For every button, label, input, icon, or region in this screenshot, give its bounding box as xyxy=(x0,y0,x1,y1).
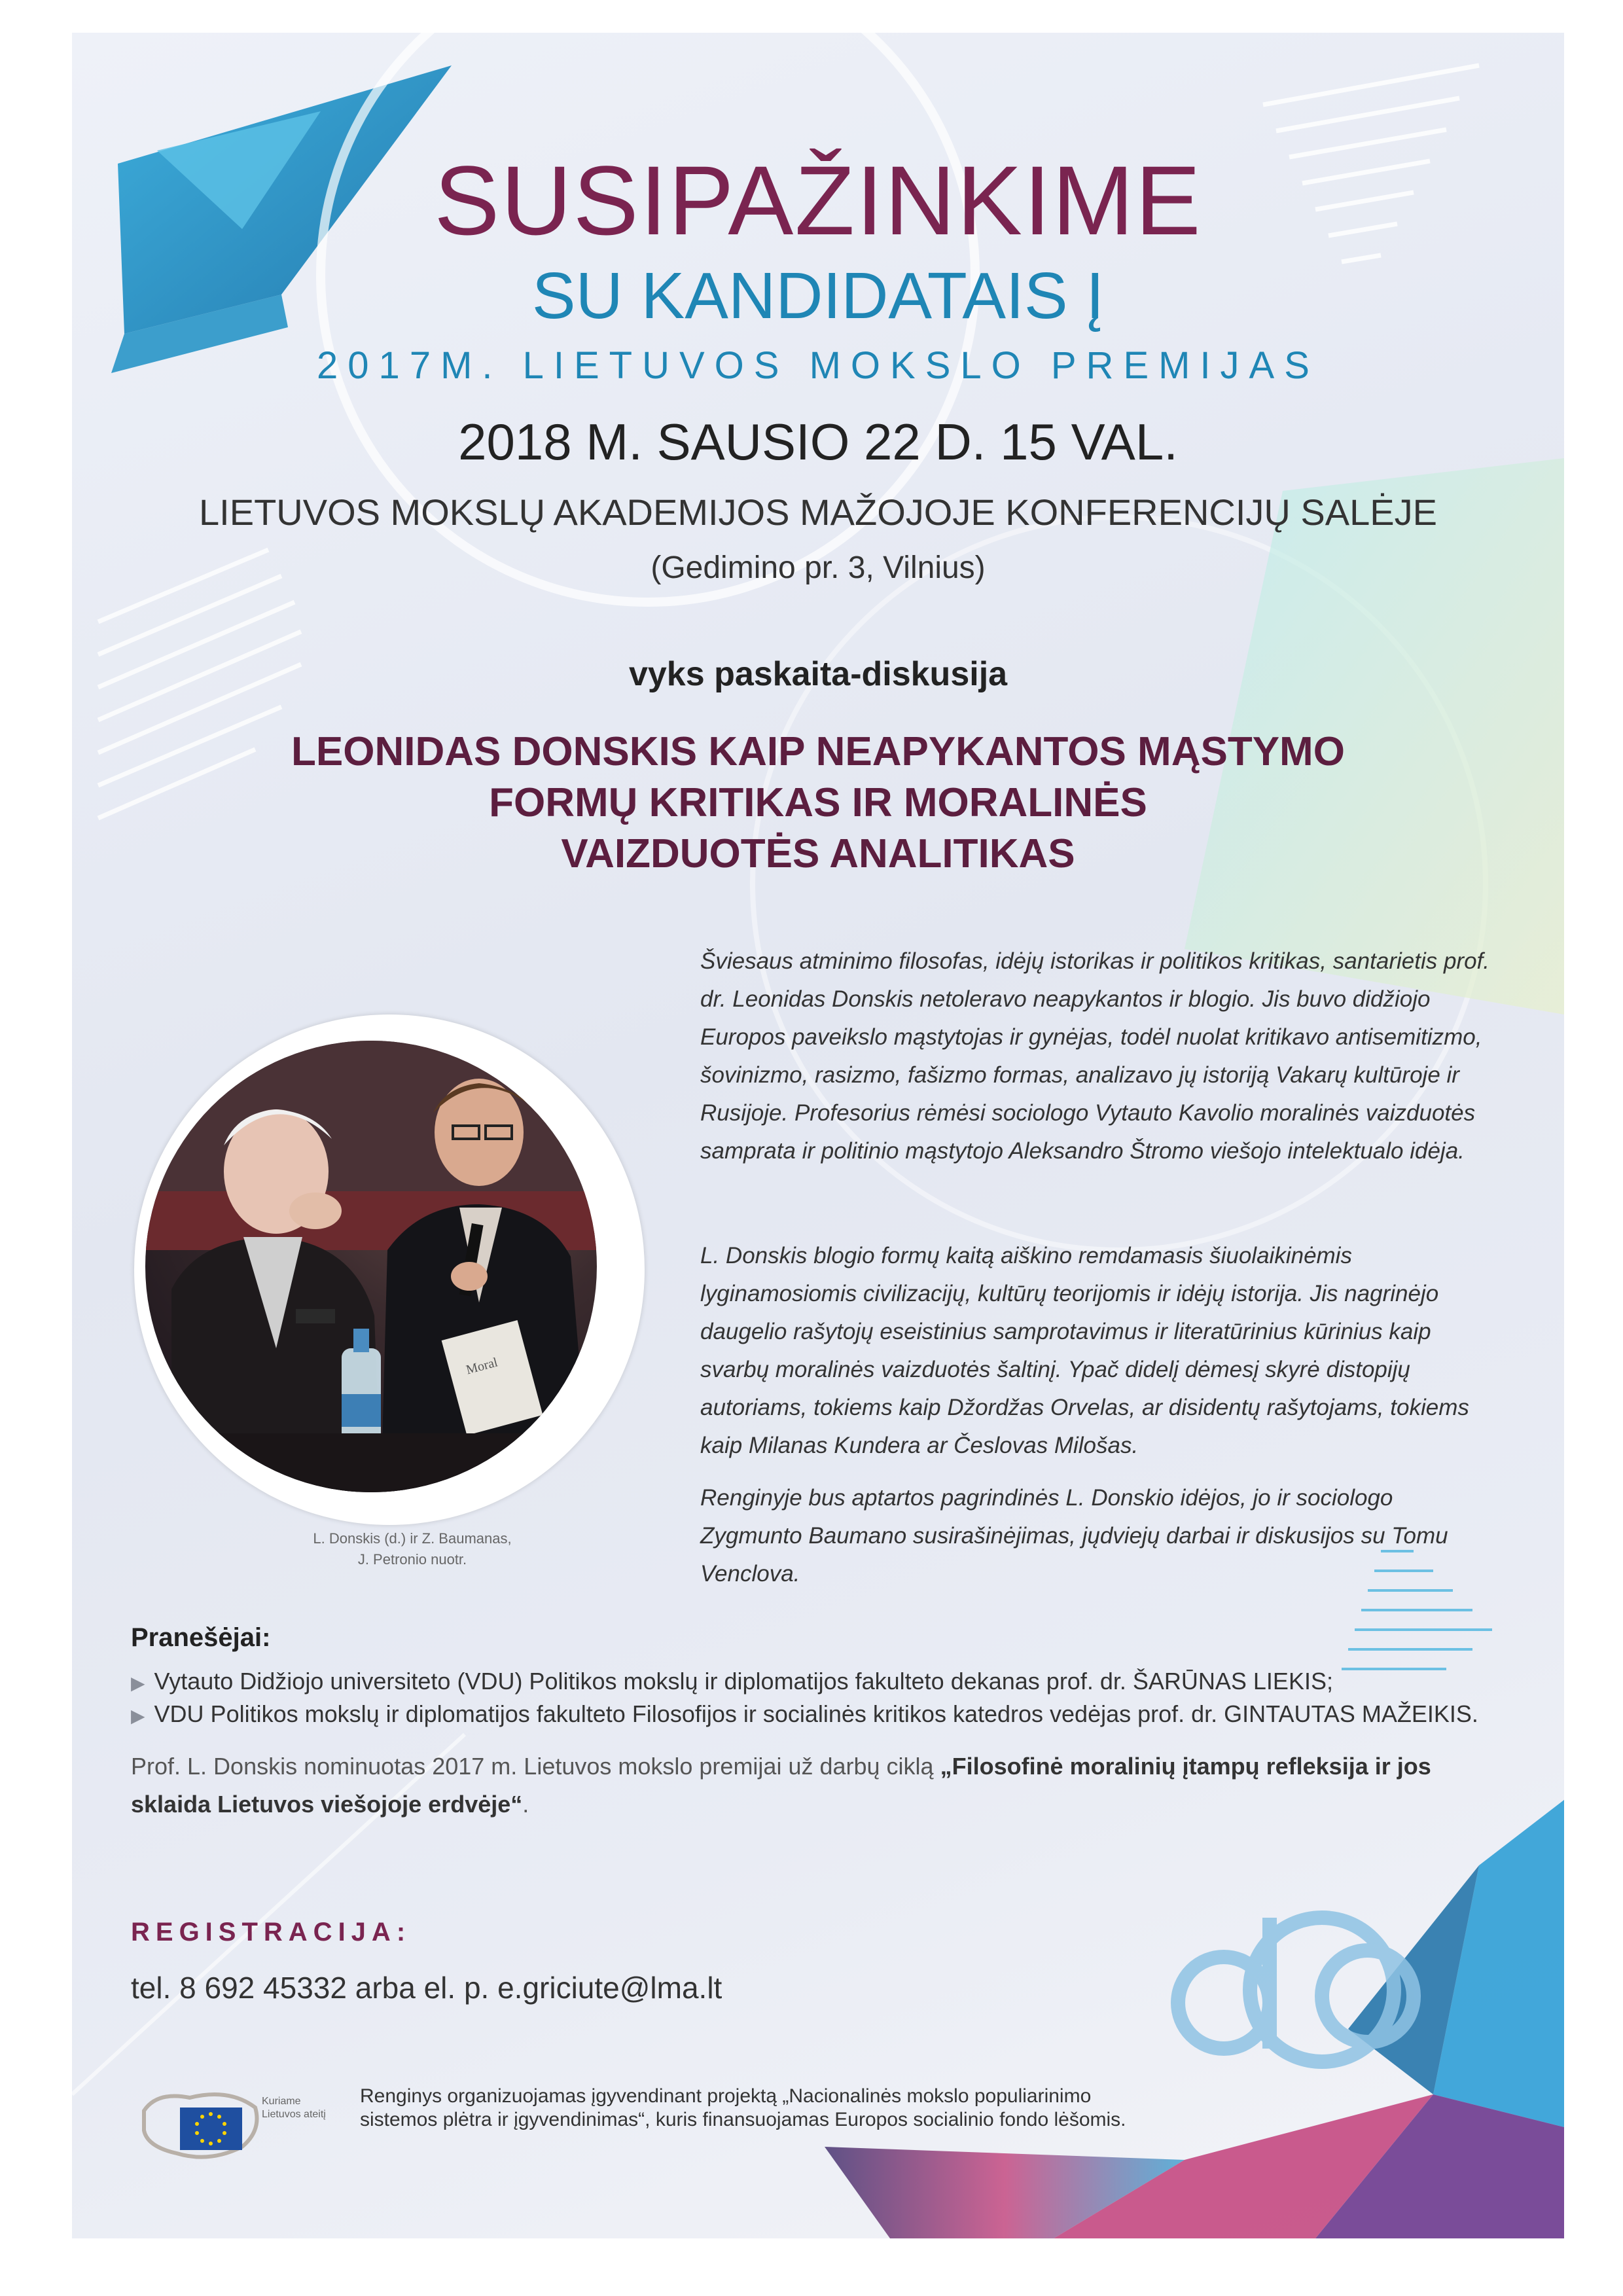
photo-caption-line2: J. Petronio nuotr. xyxy=(357,1551,467,1568)
registration-contact: tel. 8 692 45332 arba el. p. e.griciute@lma.lt xyxy=(131,1971,722,2005)
triangle-bullet-icon: ▶ xyxy=(131,1706,145,1726)
nomination-prefix: Prof. L. Donskis nominuotas 2017 m. Lietuvos mokslo premijai už darbų ciklą xyxy=(131,1753,940,1780)
footer-text: Renginys organizuojamas įgyvendinant projektą „Nacionalinės mokslo populiarinimo sistemos plėtra ir įgyvendinimas“, kuris finansuojamas Europos socialinio fondo lėšomis. xyxy=(360,2085,1126,2130)
speaker-text-1: Vytauto Didžiojo universiteto (VDU) Politikos mokslų ir diplomatijos fakulteto dekanas prof. dr. ŠARŪNAS LIEKIS; xyxy=(154,1668,1333,1695)
nomination-text xyxy=(131,1748,1479,1823)
paragraph-1: Šviesaus atminimo filosofas, idėjų istorikas ir politikos kritikas, santarietis prof. dr. Leonidas Donskis netoleravo neapykantos ir blogio. Jis buvo didžiojo Europos paveikslo mąstytojas ir gynėjas, todėl nuolat kritikavo antisemitizmo, šovinizmo, rasizmo, fašizmo formas, analizavo jų istoriją Vakarų kultūroje ir Rusijoje. Profesorius rėmėsi sociologo Vytauto Kavolio moralinės vaizduotės samprata ir politinio mąstytojo Aleksandro Štromo viešojo intelektualo idėja. xyxy=(700,948,1489,1164)
paragraph-3: Renginyje bus aptartos pagrindinės L. Donskio idėjos, jo ir sociologo Zygmunto Baumano susirašinėjimas, jųdviejų darbai ir diskusijos su Tomu Venclova. xyxy=(700,1485,1448,1587)
photo-caption-line1: L. Donskis (d.) ir Z. Baumanas, xyxy=(313,1530,512,1547)
speaker-item xyxy=(131,1700,1478,1728)
event-intro: vyks paskaita-diskusija xyxy=(628,655,1008,693)
title-line3: 2017M. LIETUVOS MOKSLO PREMIJAS xyxy=(317,344,1319,387)
title-line2: SU KANDIDATAIS Į xyxy=(531,259,1105,332)
nomination-title: „Filosofinė moralinių įtampų refleksija ir jos sklaida Lietuvos viešojoje erdvėje“ xyxy=(131,1753,1431,1818)
lecture-title xyxy=(203,726,1433,880)
dp-logo-icon xyxy=(1178,1918,1414,2062)
lecture-title-line2: FORMŲ KRITIKAS IR MORALINĖS xyxy=(489,780,1147,825)
nomination-suffix: . xyxy=(522,1791,529,1818)
paragraph-2: L. Donskis blogio formų kaitą aiškino remdamasis šiuolaikinėmis lyginamosiomis civilizacijų, kultūrų teorijomis ir idėjų istorija. Jis nagrinėjo daugelio rašytojų eseistinius samprotavimus ir literatūrinius kūrinius kaip svarbų moralinės vaizduotės šaltinį. Ypač didelį dėmesį skyrė distopijų autoriams, tokiems kaip Džordžas Orvelas, ar disidentų rašytojams, tokiems kaip Milanas Kundera ar Česlovas Milošas. xyxy=(700,1243,1469,1458)
photo-illustration xyxy=(145,1041,597,1492)
speaker-text-2: VDU Politikos mokslų ir diplomatijos fakulteto Filosofijos ir socialinės kritikos katedros vedėjas prof. dr. GINTAUTAS MAŽEIKIS. xyxy=(154,1700,1478,1727)
photo-caption xyxy=(268,1528,556,1570)
speaker-item xyxy=(131,1668,1333,1695)
logo-line2: Lietuvos ateitį xyxy=(262,2109,326,2120)
speakers-heading: Pranešėjai: xyxy=(131,1623,271,1652)
event-date: 2018 M. SAUSIO 22 D. 15 VAL. xyxy=(458,413,1178,471)
poster xyxy=(72,33,1564,2238)
triangle-bullet-icon: ▶ xyxy=(131,1673,145,1693)
lecture-title-line1: LEONIDAS DONSKIS KAIP NEAPYKANTOS MĄSTYMO xyxy=(291,729,1345,774)
title-line1: SUSIPAŽINKIME xyxy=(434,145,1202,255)
registration-heading: REGISTRACIJA: xyxy=(131,1918,412,1946)
event-photo xyxy=(145,1041,597,1492)
lecture-title-line3: VAIZDUOTĖS ANALITIKAS xyxy=(561,831,1075,876)
event-venue: LIETUVOS MOKSLŲ AKADEMIJOS MAŽOJOJE KONFERENCIJŲ SALĖJE xyxy=(199,492,1437,533)
logo-line1: Kuriame xyxy=(262,2096,301,2107)
event-address: (Gedimino pr. 3, Vilnius) xyxy=(651,550,986,585)
book-label: Moral xyxy=(464,1355,499,1378)
lithuania-future-logo xyxy=(131,2085,347,2170)
